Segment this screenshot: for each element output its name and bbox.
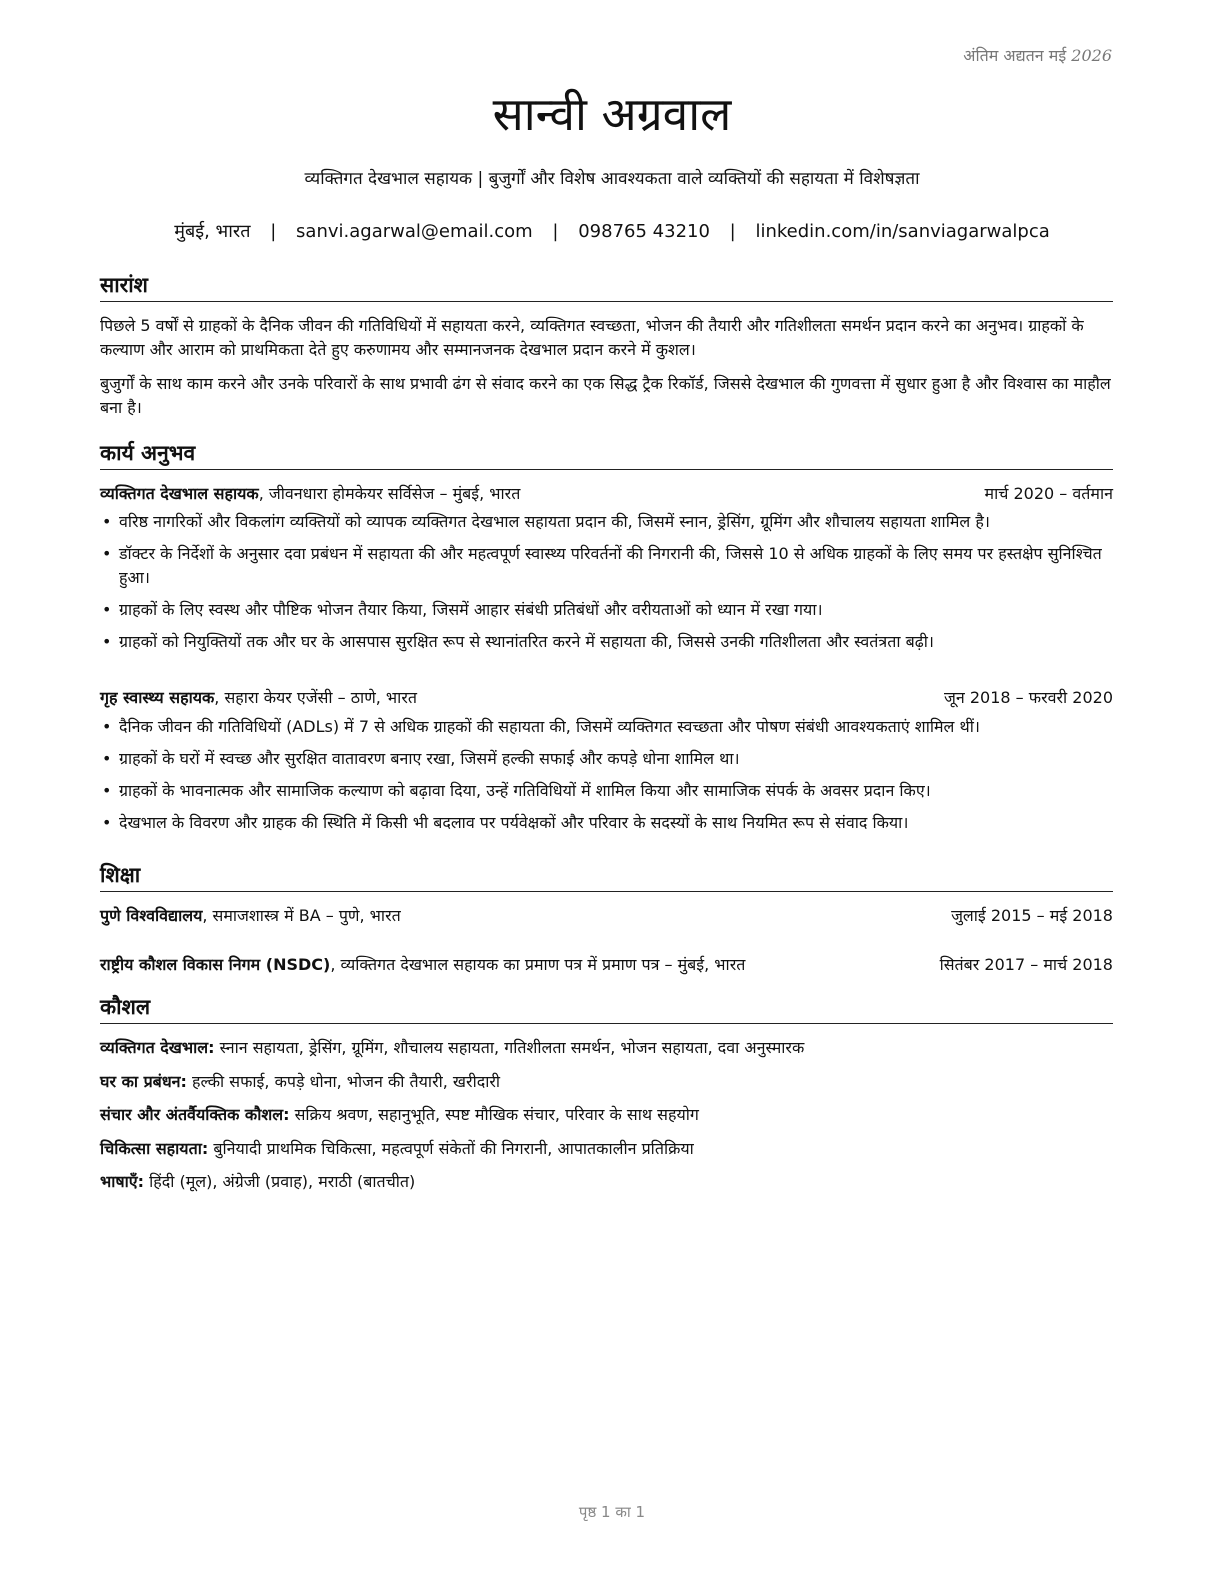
skill-line: [100, 1137, 1115, 1159]
job-org: , जीवनधारा होमकेयर सर्विसेज – मुंबई, भारत: [258, 484, 521, 503]
skill-line: [100, 1070, 1115, 1092]
education-entry: [100, 953, 1113, 975]
last-updated-year: 2026: [1071, 46, 1112, 65]
skill-line: [100, 1170, 1115, 1192]
skill-value: हिंदी (मूल), अंग्रेजी (प्रवाह), मराठी (बातचीत): [144, 1172, 416, 1191]
summary-paragraph: पिछले 5 वर्षों से ग्राहकों के दैनिक जीवन की गतिविधियों में सहायता करने, व्यक्तिगत स्वच्छता, भोजन की तैयारी और गतिशीलता समर्थन प्रदान करने का अनुभव। ग्राहकों के कल्याण और आराम को प्राथमिकता देते हुए करुणामय और सम्मानजनक देखभाल प्रदान करने में कुशल।: [100, 316, 1084, 359]
education-institution: पुणे विश्वविद्यालय: [100, 906, 203, 925]
contact-separator: |: [270, 221, 277, 242]
job-dates: मार्च 2020 – वर्तमान: [984, 484, 1113, 503]
skill-value: हल्की सफाई, कपड़े धोना, भोजन की तैयारी, खरीदारी: [186, 1072, 501, 1091]
summary-paragraph: बुजुर्गों के साथ काम करने और उनके परिवारों के साथ प्रभावी ढंग से संवाद करने का एक सिद्ध ट्रैक रिकॉर्ड, जिससे देखभाल की गुणवत्ता में सुधार हुआ है और विश्वास का माहौल बना है।: [100, 374, 1111, 417]
skill-label: घर का प्रबंधन:: [100, 1072, 187, 1091]
skill-label: भाषाएँ:: [100, 1172, 145, 1191]
skill-label: व्यक्तिगत देखभाल:: [100, 1038, 215, 1057]
contact-line: [0, 219, 1224, 243]
job-title-line: [100, 686, 417, 708]
contact-email[interactable]: sanvi.agarwal@email.com: [296, 221, 533, 242]
job-bullet: • डॉक्टर के निर्देशों के अनुसार दवा प्रबंधन में सहायता की और महत्वपूर्ण स्वास्थ्य परिवर्तनों की निगरानी की, जिससे 10 से अधिक ग्राहकों के लिए समय पर हस्तक्षेप सुनिश्चित हुआ।: [100, 542, 1115, 590]
job-title: व्यक्तिगत देखभाल सहायक: [100, 484, 259, 503]
section-title-education: शिक्षा: [100, 861, 1113, 892]
contact-linkedin[interactable]: linkedin.com/in/sanviagarwalpca: [755, 221, 1050, 242]
education-line: [100, 904, 401, 926]
education-institution: राष्ट्रीय कौशल विकास निगम (NSDC): [100, 955, 331, 974]
job-bullet: • दैनिक जीवन की गतिविधियों (ADLs) में 7 से अधिक ग्राहकों की सहायता की, जिसमें व्यक्तिगत स्वच्छता और पोषण संबंधी आवश्यकताएं शामिल थीं।: [100, 715, 1115, 739]
skill-value: स्नान सहायता, ड्रेसिंग, ग्रूमिंग, शौचालय सहायता, गतिशीलता समर्थन, भोजन सहायता, दवा अनुस्मारक: [214, 1038, 805, 1057]
section-title-summary: सारांश: [100, 271, 1113, 302]
contact-separator: |: [552, 221, 559, 242]
job-bullet: • वरिष्ठ नागरिकों और विकलांग व्यक्तियों को व्यापक व्यक्तिगत देखभाल सहायता प्रदान की, जिसमें स्नान, ड्रेसिंग, ग्रूमिंग और शौचालय सहायता शामिल है।: [100, 510, 1115, 534]
section-title-skills: कौशल: [100, 993, 1113, 1024]
job-title-line: [100, 482, 520, 504]
job-title: गृह स्वास्थ्य सहायक: [100, 688, 215, 707]
education-detail: , समाजशास्त्र में BA – पुणे, भारत: [202, 906, 401, 925]
skill-label: चिकित्सा सहायता:: [100, 1139, 209, 1158]
job-bullet: • देखभाल के विवरण और ग्राहक की स्थिति में किसी भी बदलाव पर पर्यवेक्षकों और परिवार के सदस्यों के साथ नियमित रूप से संवाद किया।: [100, 811, 1115, 835]
job-org: , सहारा केयर एजेंसी – ठाणे, भारत: [214, 688, 417, 707]
skill-value: बुनियादी प्राथमिक चिकित्सा, महत्वपूर्ण संकेतों की निगरानी, आपातकालीन प्रतिक्रिया: [208, 1139, 694, 1158]
job-header: [100, 686, 1113, 708]
education-dates: जुलाई 2015 – मई 2018: [951, 906, 1113, 925]
last-updated-label: अंतिम अद्यतन मई: [963, 46, 1067, 65]
job-bullet: • ग्राहकों के घरों में स्वच्छ और सुरक्षित वातावरण बनाए रखा, जिसमें हल्की सफाई और कपड़े धोना शामिल था।: [100, 747, 1115, 771]
job-header: [100, 482, 1113, 504]
contact-separator: |: [729, 221, 736, 242]
education-line: [100, 953, 745, 975]
skill-line: [100, 1103, 1115, 1125]
page-number: पृष्ठ 1 का 1: [578, 1503, 646, 1521]
contact-phone: 098765 43210: [578, 221, 710, 242]
headline: व्यक्तिगत देखभाल सहायक | बुजुर्गों और विशेष आवश्यकता वाले व्यक्तियों की सहायता में विशेषज्ञता: [304, 169, 920, 189]
job-bullet: • ग्राहकों के भावनात्मक और सामाजिक कल्याण को बढ़ावा दिया, उन्हें गतिविधियों में शामिल किया और सामाजिक संपर्क के अवसर प्रदान किए।: [100, 779, 1115, 803]
education-dates: सितंबर 2017 – मार्च 2018: [939, 955, 1113, 974]
education-entry: [100, 904, 1113, 926]
skill-line: [100, 1036, 1115, 1058]
job-dates: जून 2018 – फरवरी 2020: [944, 688, 1113, 707]
contact-location: मुंबई, भारत: [174, 221, 251, 242]
education-detail: , व्यक्तिगत देखभाल सहायक का प्रमाण पत्र में प्रमाण पत्र – मुंबई, भारत: [330, 955, 746, 974]
last-updated: [963, 44, 1112, 66]
candidate-name: सान्वी अग्रवाल: [492, 87, 732, 141]
job-bullets: [100, 510, 1115, 662]
job-bullets: [100, 715, 1115, 843]
skill-label: संचार और अंतर्वैयक्तिक कौशल:: [100, 1105, 290, 1124]
section-title-experience: कार्य अनुभव: [100, 439, 1113, 470]
job-bullet: • ग्राहकों को नियुक्तियों तक और घर के आसपास सुरक्षित रूप से स्थानांतरित करने में सहायता की, जिससे उनकी गतिशीलता और स्वतंत्रता बढ़ी।: [100, 630, 1115, 654]
skill-value: सक्रिय श्रवण, सहानुभूति, स्पष्ट मौखिक संचार, परिवार के साथ सहयोग: [289, 1105, 699, 1124]
job-bullet: • ग्राहकों के लिए स्वस्थ और पौष्टिक भोजन तैयार किया, जिसमें आहार संबंधी प्रतिबंधों और वरीयताओं को ध्यान में रखा गया।: [100, 598, 1115, 622]
